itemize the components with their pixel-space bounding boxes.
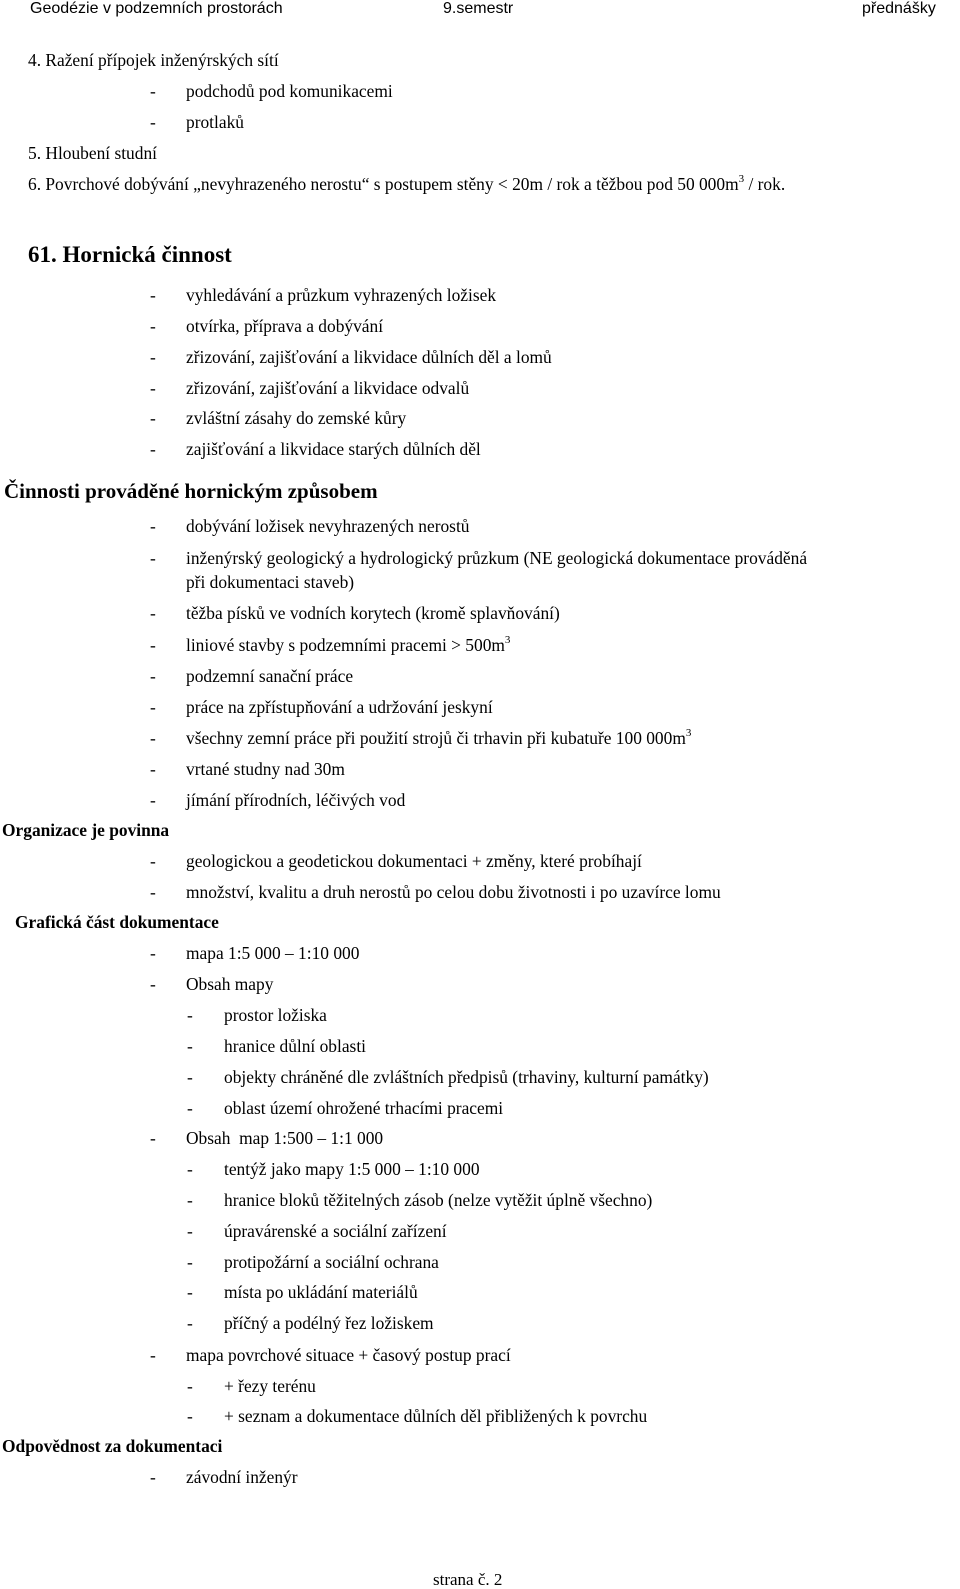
list-item: zřizování, zajišťování a likvidace důlních děl a lomů: [186, 347, 552, 367]
section-heading: 61. Hornická činnost: [28, 242, 232, 267]
list-bullet: -: [150, 1345, 156, 1365]
list-bullet: -: [150, 347, 156, 367]
list-bullet: -: [150, 666, 156, 686]
list-bullet: -: [187, 1159, 193, 1179]
list-bullet: -: [150, 635, 156, 655]
list-bullet: -: [150, 285, 156, 305]
list-bullet: -: [187, 1282, 193, 1302]
list-item: vrtané studny nad 30m: [186, 759, 345, 779]
list-item: místa po ukládání materiálů: [224, 1282, 418, 1302]
list-item: geologickou a geodetickou dokumentaci + změny, které probíhají: [186, 851, 642, 871]
header-semester: 9.semestr: [443, 0, 514, 17]
list-item: závodní inženýr: [186, 1467, 298, 1487]
list-item: množství, kvalitu a druh nerostů po celou dobu životnosti i po uzavírce lomu: [186, 882, 721, 902]
list-item: hranice důlní oblasti: [224, 1036, 366, 1056]
list-bullet: -: [150, 316, 156, 336]
list-item: úpravárenské a sociální zařízení: [224, 1221, 447, 1241]
list-item: prostor ložiska: [224, 1005, 327, 1025]
list-item: otvírka, příprava a dobývání: [186, 316, 384, 336]
list-item: dobývání ložisek nevyhrazených nerostů: [186, 516, 470, 536]
list-bullet: -: [187, 1067, 193, 1087]
list-item: 6. Povrchové dobývání „nevyhrazeného nerostu“ s postupem stěny < 20m / rok a těžbou pod 50 $000m^3$ / rok.: [28, 173, 786, 194]
list-bullet: -: [150, 728, 156, 748]
list-item: + seznam a dokumentace důlních děl přibližených k povrchu: [224, 1406, 648, 1426]
section-heading: Odpovědnost za dokumentaci: [2, 1436, 223, 1456]
section-heading: Grafická část dokumentace: [15, 912, 219, 932]
list-item: oblast území ohrožené trhacími pracemi: [224, 1098, 504, 1118]
list-item: těžba písků ve vodních korytech (kromě splavňování): [186, 603, 560, 623]
list-item: jímání přírodních, léčivých vod: [186, 790, 406, 810]
list-item: vyhledávání a průzkum vyhrazených ložisek: [186, 285, 497, 305]
list-bullet: -: [150, 759, 156, 779]
list-bullet: -: [150, 697, 156, 717]
list-bullet: -: [150, 851, 156, 871]
list-item: liniové stavby s podzemními pracemi > $500m^3$: [186, 634, 511, 655]
list-item: podchodů pod komunikacemi: [186, 81, 393, 101]
list-item: zřizování, zajišťování a likvidace odvalů: [186, 378, 470, 398]
list-bullet: -: [150, 408, 156, 428]
list-bullet: -: [150, 516, 156, 536]
list-item: mapa 1:5 000 – 1:10 000: [186, 943, 360, 963]
list-item: 5. Hloubení studní: [28, 143, 157, 163]
list-item: inženýrský geologický a hydrologický průzkum (NE geologická dokumentace prováděná: [186, 548, 808, 568]
list-bullet: -: [187, 1005, 193, 1025]
list-bullet: -: [187, 1190, 193, 1210]
list-item: všechny zemní práce při použití strojů či trhavin při kubatuře 100 $000m^3$: [186, 727, 692, 748]
list-bullet: -: [150, 548, 156, 568]
list-item: + řezy terénu: [224, 1376, 316, 1396]
page-number: strana č. 2: [433, 1570, 503, 1589]
list-bullet: -: [150, 943, 156, 963]
list-bullet: -: [150, 882, 156, 902]
list-bullet: -: [187, 1252, 193, 1272]
list-item: příčný a podélný řez ložiskem: [224, 1313, 434, 1333]
list-bullet: -: [150, 81, 156, 101]
list-item: zvláštní zásahy do zemské kůry: [186, 408, 407, 428]
list-bullet: -: [187, 1406, 193, 1426]
list-item: práce na zpřístupňování a udržování jeskyní: [186, 697, 493, 717]
list-bullet: -: [187, 1376, 193, 1396]
list-item: tentýž jako mapy 1:5 000 – 1:10 000: [224, 1159, 480, 1179]
list-bullet: -: [150, 1128, 156, 1148]
list-item: mapa povrchové situace + časový postup prací: [186, 1345, 511, 1365]
list-bullet: -: [150, 790, 156, 810]
list-bullet: -: [187, 1221, 193, 1241]
list-bullet: -: [150, 603, 156, 623]
list-item: Obsah map 1:500 – 1:1 000: [186, 1128, 384, 1148]
list-item: zajišťování a likvidace starých důlních děl: [186, 439, 481, 459]
list-item: objekty chráněné dle zvláštních předpisů (trhaviny, kulturní památky): [224, 1067, 709, 1087]
list-bullet: -: [150, 439, 156, 459]
list-item: podzemní sanační práce: [186, 666, 354, 686]
list-bullet: -: [150, 378, 156, 398]
list-item: Obsah mapy: [186, 974, 274, 994]
list-bullet: -: [187, 1036, 193, 1056]
list-bullet: -: [187, 1313, 193, 1333]
list-item: hranice bloků těžitelných zásob (nelze vytěžit úplně všechno): [224, 1190, 653, 1210]
header-section: přednášky: [862, 0, 936, 17]
list-item-continuation: při dokumentaci staveb): [186, 572, 355, 592]
list-bullet: -: [150, 974, 156, 994]
list-item: protipožární a sociální ochrana: [224, 1252, 439, 1272]
section-heading: Činnosti prováděné hornickým způsobem: [4, 479, 378, 503]
list-bullet: -: [187, 1098, 193, 1118]
list-item: protlaků: [186, 112, 244, 132]
list-bullet: -: [150, 1467, 156, 1487]
list-bullet: -: [150, 112, 156, 132]
list-item: 4. Ražení přípojek inženýrských sítí: [28, 50, 279, 70]
header-course-title: Geodézie v podzemních prostorách: [30, 0, 283, 17]
section-heading: Organizace je povinna: [2, 820, 170, 840]
